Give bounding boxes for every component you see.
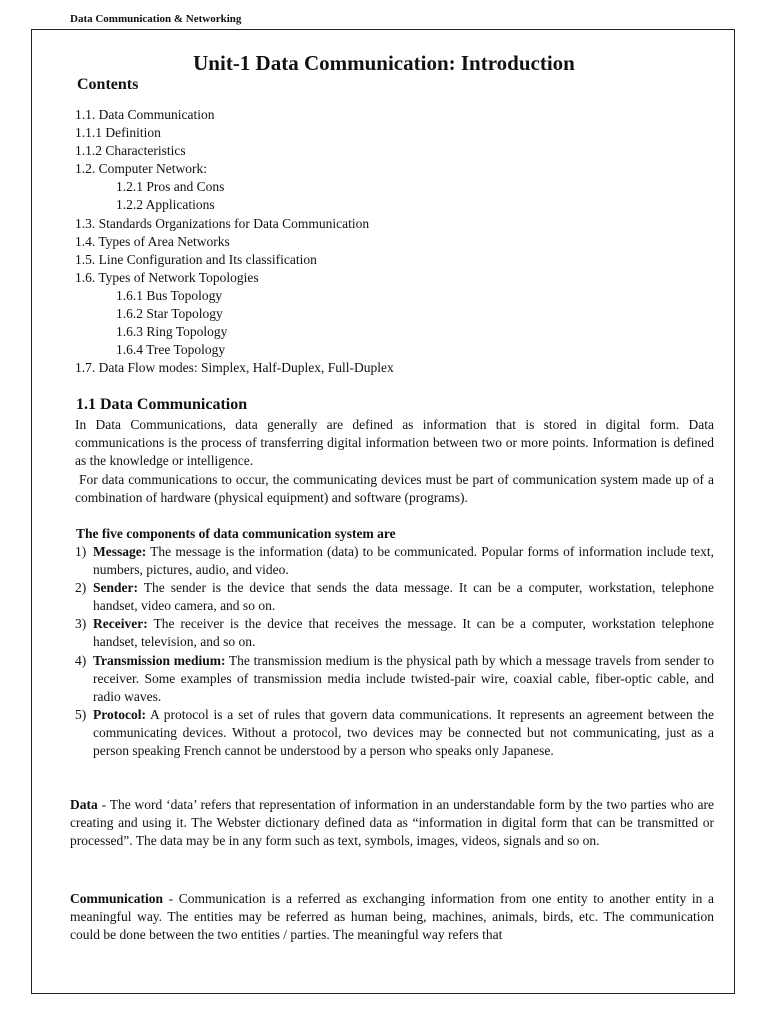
communication-definition-text: - Communication is a referred as exchanging information from one entity to another entity in a meaningful way. The entities may be referred as human being, machines, animals, birds, etc. The communication could be done between the two entities / parties. The meaningful way refers that: [70, 891, 714, 943]
toc-subitem: 1.2.2 Applications: [116, 197, 215, 213]
data-definition: [70, 796, 714, 850]
data-definition-term: Data: [70, 797, 98, 812]
toc-subitem: 1.6.3 Ring Topology: [116, 324, 228, 340]
component-number: 3): [75, 616, 87, 632]
communication-definition: [70, 890, 714, 944]
component-term: Receiver:: [93, 616, 148, 632]
component-text: A protocol is a set of rules that govern data communications. It represents an agreement between the communicating devices. Without a protocol, two devices may be connected but not communicating, just as a person speaking French cannot be understood by a person who speaks only Japanese.: [93, 706, 714, 759]
communication-definition-term: Communication: [70, 891, 164, 906]
component-item: [75, 579, 714, 615]
component-number: 1): [75, 544, 87, 559]
components-list: [75, 543, 714, 760]
toc-item: 1.3. Standards Organizations for Data Communication: [75, 215, 370, 231]
component-body: [93, 543, 714, 579]
component-term: Sender:: [93, 580, 138, 596]
toc-item: 1.2. Computer Network:: [75, 161, 207, 177]
component-text: The sender is the device that sends the data message. It can be a computer, workstation, telephone handset, video camera, and so on.: [93, 580, 714, 614]
component-number: 4): [75, 652, 87, 668]
component-body: [93, 652, 714, 706]
component-number: 5): [75, 706, 87, 722]
section-heading: 1.1 Data Communication: [76, 396, 248, 413]
toc-item: 1.5. Line Configuration and Its classification: [75, 251, 317, 267]
component-term: Transmission medium:: [93, 652, 226, 668]
toc-item: 1.6. Types of Network Topologies: [75, 269, 259, 285]
component-item: [75, 543, 714, 579]
data-definition-text: - The word ‘data’ refers that representation of information in an understandable form by the two parties who are creating and using it. The Webster dictionary defined data as “information in digital form that can be transmitted or processed”. The data may be in any form such as text, symbols, images, videos, signals and so on.: [70, 797, 714, 849]
toc-subitem: 1.6.1 Bus Topology: [116, 287, 223, 303]
table-of-contents: [75, 106, 394, 377]
toc-item: 1.1.2 Characteristics: [75, 143, 186, 159]
component-text: The transmission medium is the physical path by which a message travels from sender to receiver. Some examples of transmission media include twisted-pair wire, coaxial cable, fiber-optic cable, and radio waves.: [93, 652, 715, 704]
component-item: [75, 706, 714, 760]
component-body: [93, 706, 714, 760]
component-body: [93, 579, 714, 615]
contents-heading: Contents: [77, 76, 139, 93]
component-number: 2): [75, 580, 87, 596]
page-title: Unit-1 Data Communication: Introduction: [193, 51, 575, 75]
component-term: Protocol:: [93, 706, 146, 722]
component-term: Message:: [93, 544, 147, 559]
toc-subitem: 1.6.2 Star Topology: [116, 306, 223, 322]
component-item: [75, 652, 714, 706]
component-text: The message is the information (data) to be communicated. Popular forms of information include text, numbers, pictures, audio, and video.: [93, 544, 714, 578]
toc-item: 1.7. Data Flow modes: Simplex, Half-Duplex, Full-Duplex: [75, 360, 394, 376]
toc-subitem: 1.6.4 Tree Topology: [116, 342, 226, 358]
running-header: Data Communication & Networking: [70, 13, 242, 25]
toc-item: 1.1. Data Communication: [75, 107, 215, 122]
intro-paragraph-2: For data communications to occur, the communicating devices must be part of communication system made up of a combination of hardware (physical equipment) and software (programs).: [75, 472, 714, 506]
intro-paragraph-1: In Data Communications, data generally are defined as information that is stored in digital form. Data communications is the process of transferring digital information between two or more points. Information is defined as the knowledge or intelligence.: [75, 417, 714, 469]
component-body: [93, 615, 714, 651]
component-item: [75, 615, 714, 651]
toc-item: 1.1.1 Definition: [75, 125, 161, 141]
components-heading: The five components of data communication system are: [76, 526, 396, 541]
toc-item: 1.4. Types of Area Networks: [75, 233, 230, 249]
toc-subitem: 1.2.1 Pros and Cons: [116, 179, 225, 195]
component-text: The receiver is the device that receives the message. It can be a computer, workstation telephone handset, television, and so on.: [93, 616, 714, 650]
